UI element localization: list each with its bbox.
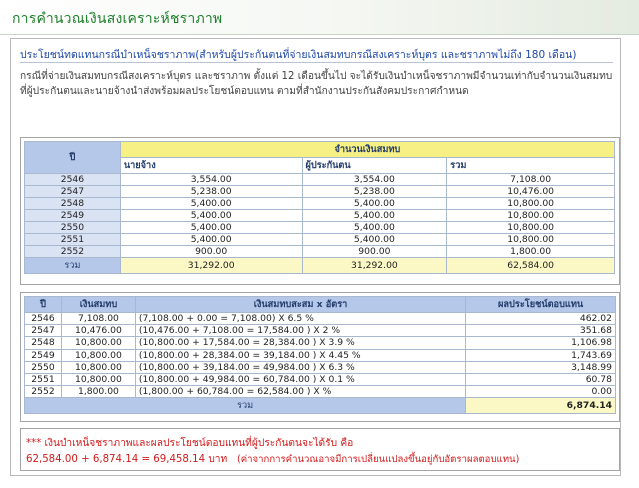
intro-body: กรณีที่จ่ายเงินสมทบกรณีสงเคราะห์บุตร และชราภาพ ตั้งแต่ 12 เดือนขึ้นไป จะได้รับเงินบำเหน็จชราภาพมีจำนวนเท่ากับจำนวนเงินสมทบ ที่ผู้ประกันตนและนายจ้างนำส่งพร้อมผลประโยชน์ตอบแทน ตามที่สำนักงานประกันสังคมประกาศกำหนด — [20, 71, 613, 97]
cell-formula: (7,108.00 + 0.00 = 7,108.00) X 6.5 % — [135, 313, 465, 325]
cell-total: 10,800.00 — [447, 210, 615, 222]
cell-insured: 5,238.00 — [302, 186, 447, 198]
cell-year: 2551 — [25, 234, 121, 246]
cell-total: 7,108.00 — [447, 174, 615, 186]
cell-year: 2549 — [25, 349, 62, 361]
cell-total: 1,800.00 — [447, 246, 615, 258]
cell-benefit: 0.00 — [466, 386, 616, 398]
col-header-year: ปี — [25, 297, 62, 313]
table-row — [25, 174, 615, 186]
cell-insured: 5,400.00 — [302, 222, 447, 234]
summary-remark: (ค่าจากการคำนวณอาจมีการเปลี่ยนแปลงขึ้นอยู่กับอัตราผลตอบแทน) — [236, 454, 520, 465]
intro-title: ประโยชน์ทดแทนกรณีบำเหน็จชราภาพ(สำหรับผู้ประกันตนที่จ่ายเงินสมทบกรณีสงเคราะห์บุตร และชราภาพไม่ถึง 180 เดือน) — [20, 49, 577, 61]
cell-total: 10,800.00 — [447, 222, 615, 234]
cell-employer: 3,554.00 — [120, 174, 302, 186]
cell-benefit: 462.02 — [466, 313, 616, 325]
cell-amount: 7,108.00 — [61, 313, 135, 325]
summary-note-line1: *** เงินบำเหน็จชราภาพและผลประโยชน์ตอบแทนที่ผู้ประกันตนจะได้รับ คือ — [26, 438, 354, 449]
sum-total: 62,584.00 — [447, 258, 615, 274]
cell-employer: 5,400.00 — [120, 210, 302, 222]
cell-employer: 5,400.00 — [120, 234, 302, 246]
col-header-total: รวม — [447, 158, 615, 174]
contributions-table — [24, 141, 615, 274]
benefit-table — [24, 296, 616, 414]
table-row — [25, 234, 615, 246]
page-header — [0, 0, 639, 35]
summary-note-line2 — [26, 451, 519, 467]
cell-year: 2547 — [25, 325, 62, 337]
table-row — [25, 210, 615, 222]
cell-insured: 5,400.00 — [302, 198, 447, 210]
table-row — [25, 198, 615, 210]
cell-total: 10,476.00 — [447, 186, 615, 198]
cell-year: 2552 — [25, 246, 121, 258]
table-row — [25, 313, 616, 325]
table-row — [25, 361, 616, 373]
summary-calculation: 62,584.00 + 6,874.14 = 69,458.14 บาท — [26, 454, 228, 465]
cell-year: 2546 — [25, 174, 121, 186]
cell-formula: (10,800.00 + 17,584.00 = 28,384.00 ) X 3.9 % — [135, 337, 465, 349]
cell-amount: 10,476.00 — [61, 325, 135, 337]
table-row — [25, 386, 616, 398]
total-label: รวม — [25, 398, 466, 414]
total-row — [25, 398, 616, 414]
col-header-contribution-group: จำนวนเงินสมทบ — [120, 142, 614, 158]
col-header-insured: ผู้ประกันตน — [302, 158, 447, 174]
cell-benefit: 60.78 — [466, 373, 616, 385]
cell-year: 2550 — [25, 222, 121, 234]
cell-formula: (10,800.00 + 28,384.00 = 39,184.00 ) X 4.45 % — [135, 349, 465, 361]
col-header-contribution: เงินสมทบ — [61, 297, 135, 313]
cell-insured: 5,400.00 — [302, 234, 447, 246]
table-row — [25, 186, 615, 198]
cell-year: 2552 — [25, 386, 62, 398]
cell-total: 10,800.00 — [447, 234, 615, 246]
table-row — [25, 222, 615, 234]
total-value: 6,874.14 — [466, 398, 616, 414]
cell-year: 2548 — [25, 198, 121, 210]
col-header-employer: นายจ้าง — [120, 158, 302, 174]
table-row — [25, 373, 616, 385]
cell-year: 2551 — [25, 373, 62, 385]
cell-insured: 3,554.00 — [302, 174, 447, 186]
cell-benefit: 1,106.98 — [466, 337, 616, 349]
cell-employer: 5,400.00 — [120, 198, 302, 210]
cell-insured: 5,400.00 — [302, 210, 447, 222]
sum-employer: 31,292.00 — [120, 258, 302, 274]
table-row — [25, 349, 616, 361]
cell-amount: 1,800.00 — [61, 386, 135, 398]
intro-divider — [20, 62, 613, 63]
cell-amount: 10,800.00 — [61, 373, 135, 385]
col-header-benefit: ผลประโยชน์ตอบแทน — [466, 297, 616, 313]
sum-insured: 31,292.00 — [302, 258, 447, 274]
cell-total: 10,800.00 — [447, 198, 615, 210]
cell-amount: 10,800.00 — [61, 349, 135, 361]
table-row — [25, 325, 616, 337]
cell-year: 2550 — [25, 361, 62, 373]
cell-formula: (10,800.00 + 49,984.00 = 60,784.00 ) X 0.1 % — [135, 373, 465, 385]
table-row — [25, 337, 616, 349]
cell-formula: (10,476.00 + 7,108.00 = 17,584.00 ) X 2 % — [135, 325, 465, 337]
table-row — [25, 246, 615, 258]
cell-employer: 5,238.00 — [120, 186, 302, 198]
col-header-year: ปี — [25, 142, 121, 174]
cell-year: 2547 — [25, 186, 121, 198]
sum-label: รวม — [25, 258, 121, 274]
cell-employer: 900.00 — [120, 246, 302, 258]
col-header-formula: เงินสมทบสะสม x อัตรา — [135, 297, 465, 313]
page-title: การคำนวณเงินสงเคราะห์ชราภาพ — [12, 11, 223, 27]
cell-formula: (1,800.00 + 60,784.00 = 62,584.00 ) X % — [135, 386, 465, 398]
cell-amount: 10,800.00 — [61, 337, 135, 349]
cell-amount: 10,800.00 — [61, 361, 135, 373]
cell-employer: 5,400.00 — [120, 222, 302, 234]
cell-benefit: 351.68 — [466, 325, 616, 337]
cell-year: 2546 — [25, 313, 62, 325]
cell-insured: 900.00 — [302, 246, 447, 258]
sum-row — [25, 258, 615, 274]
cell-year: 2549 — [25, 210, 121, 222]
cell-formula: (10,800.00 + 39,184.00 = 49,984.00 ) X 6.3 % — [135, 361, 465, 373]
cell-benefit: 3,148.99 — [466, 361, 616, 373]
cell-year: 2548 — [25, 337, 62, 349]
cell-benefit: 1,743.69 — [466, 349, 616, 361]
